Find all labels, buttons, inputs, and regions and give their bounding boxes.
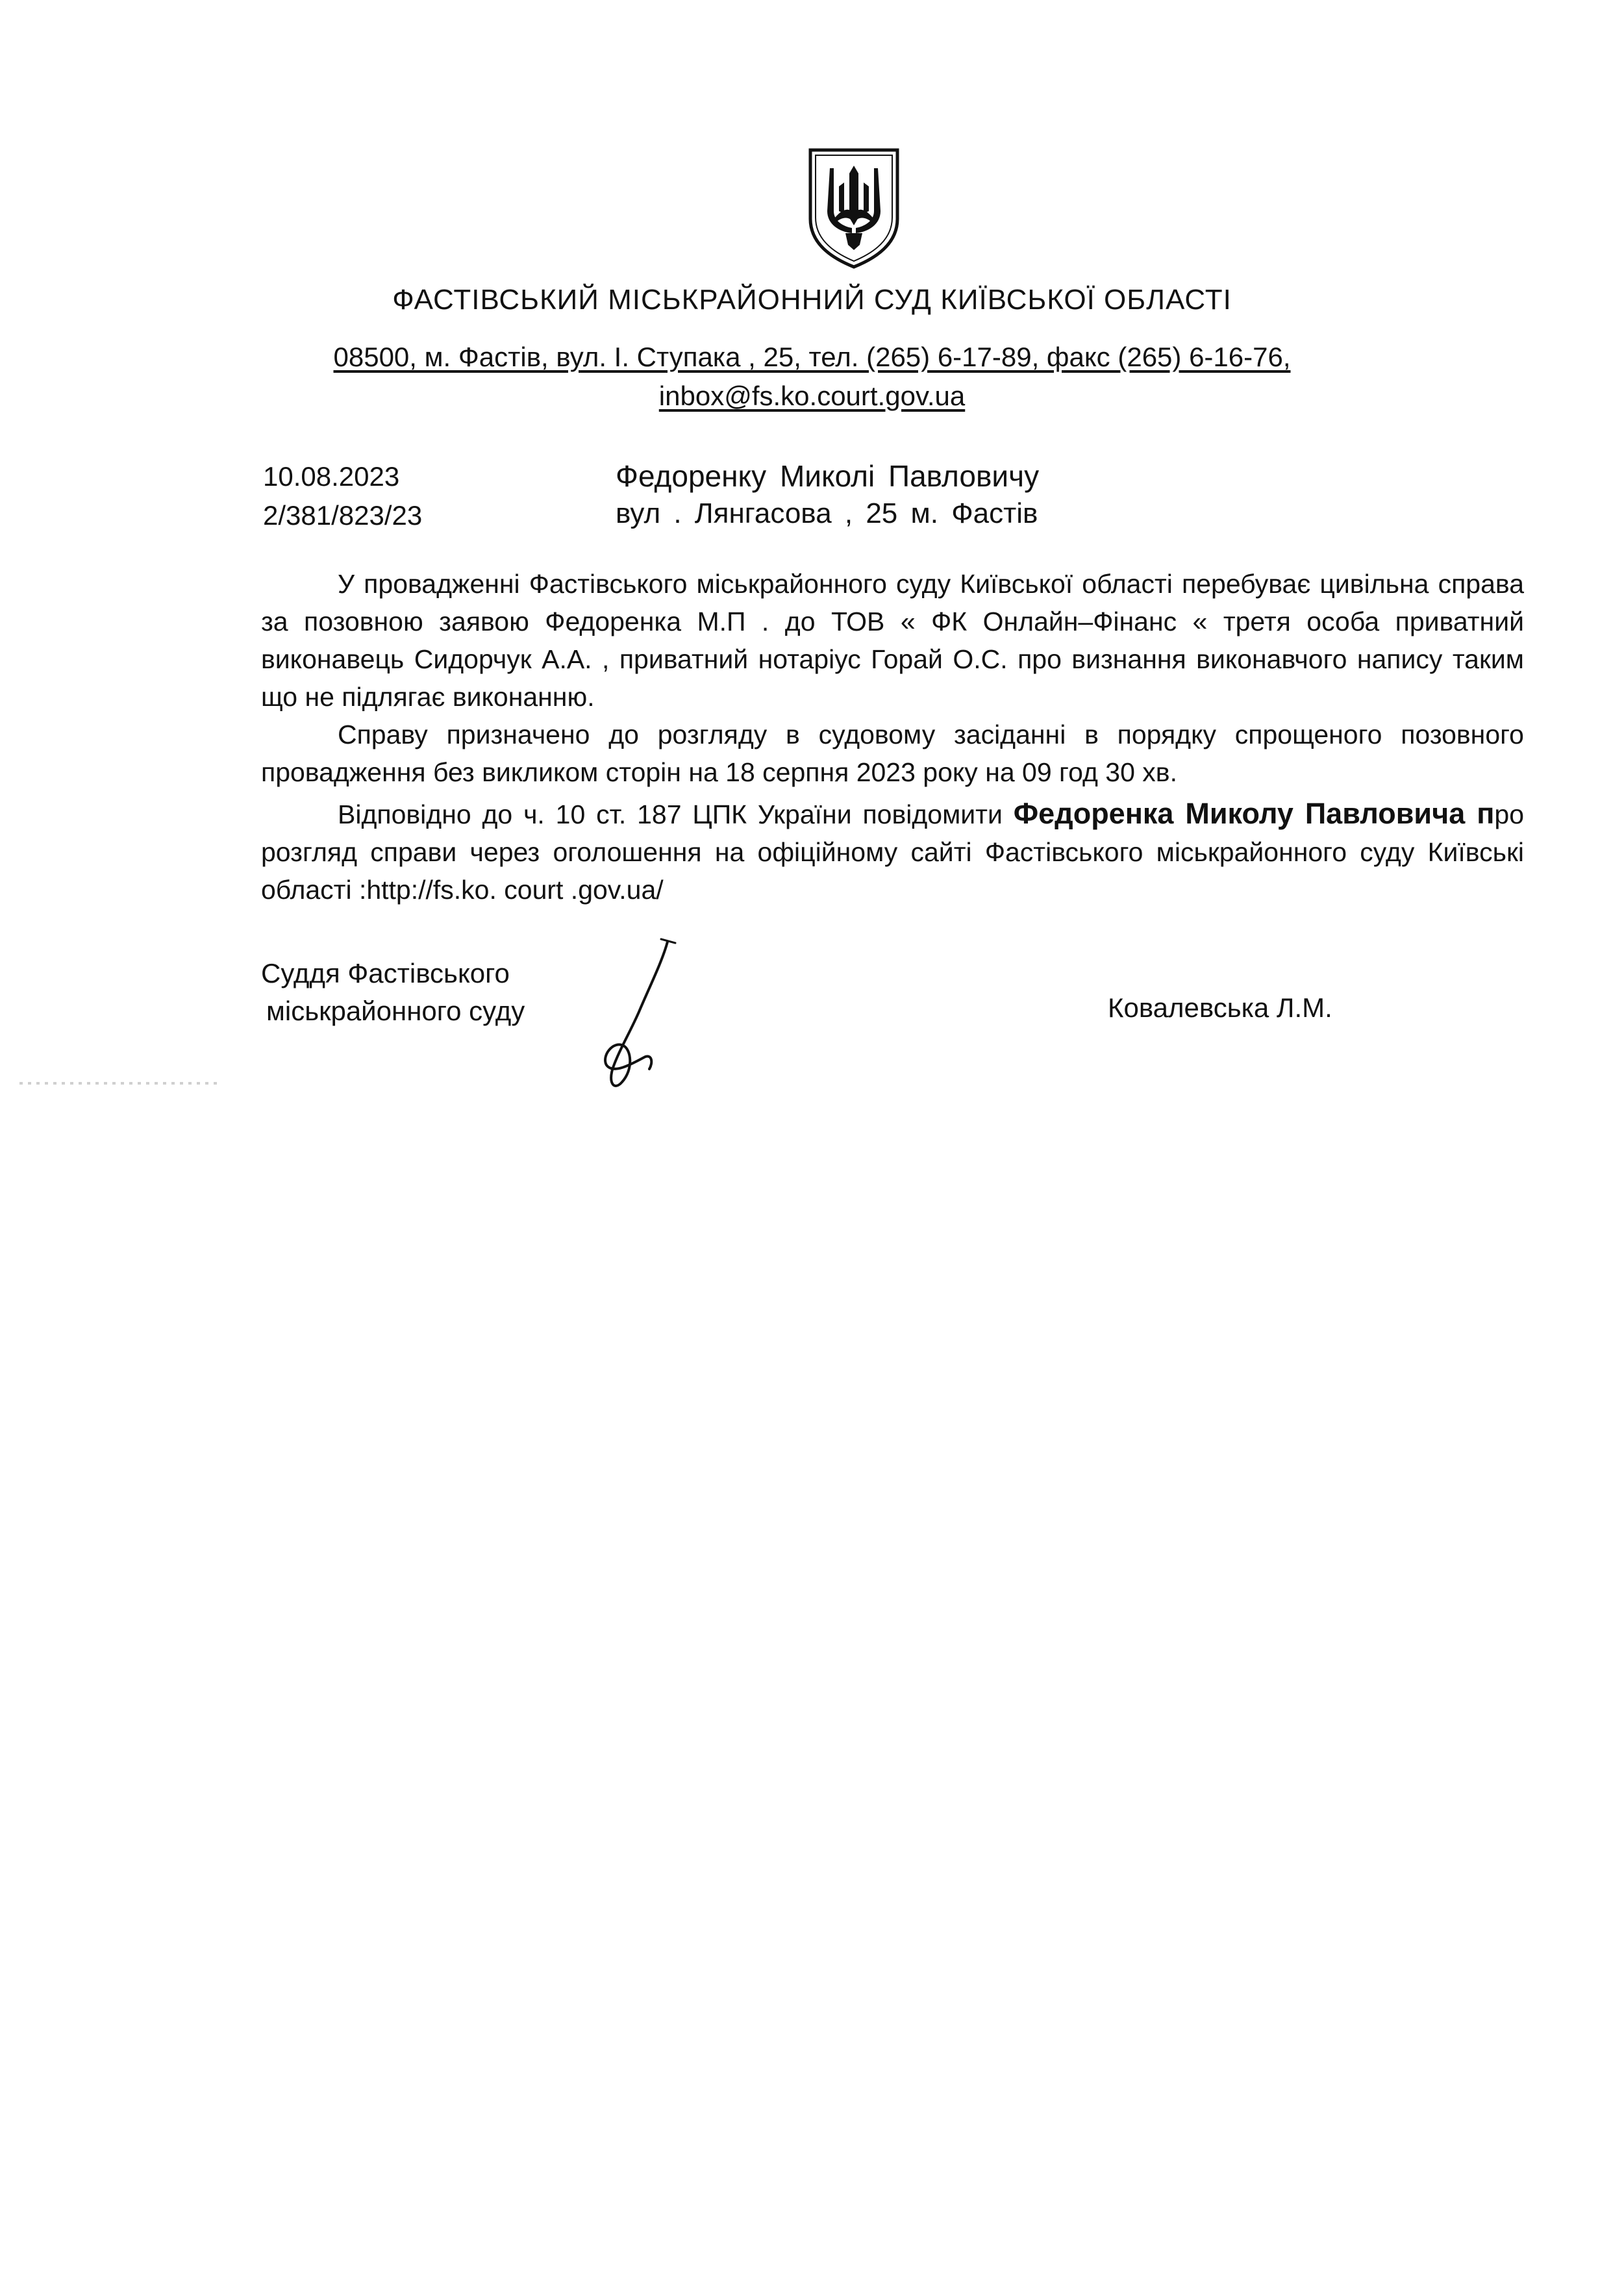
paragraph-notification: [261, 795, 1524, 909]
court-name: ФАСТІВСЬКИЙ МІСЬКРАЙОННИЙ СУД КИЇВСЬКОЇ ОБЛАСТІ: [392, 284, 1232, 316]
notification-start: Відповідно до ч. 10 ст. 187 ЦПК України повідомити: [338, 799, 1014, 829]
court-address: [0, 338, 1624, 416]
judge-name: Ковалевська Л.М.: [1108, 992, 1332, 1023]
notice-body: [261, 565, 1524, 909]
recipient-address: вул . Лянгасова , 25 м. Фастів: [616, 497, 1038, 529]
address-line-1: 08500, м. Фастів, вул. І. Ступака , 25, тел. (265) 6-17-89, факс (265) 6-16-76,: [333, 342, 1291, 372]
judge-title-line-2: міськрайонного суду: [266, 996, 525, 1026]
paragraph-case: У провадженні Фастівського міськрайонного суду Київської області перебуває цивільна справа за позовною заявою Федоренка М.П . до ТОВ « ФК Онлайн–Фінанс « третя особа приватний виконавець Сидорчук А.А. , приватний нотаріус Горай О.С. про визнання виконавчого напису таким що не підлягає виконанню.: [261, 569, 1524, 712]
case-number: 2/381/823/23: [263, 500, 423, 531]
judge-title: [261, 955, 525, 1030]
scan-artifact: [19, 1082, 221, 1085]
court-email: inbox@fs.ko.court.gov.ua: [658, 381, 966, 411]
paragraph-hearing: Справу призначено до розгляду в судовому засіданні в порядку спрощеного позовного провадження без викликом сторін на 18 серпня 2023 року на 09 год 30 хв.: [261, 720, 1524, 787]
document-date: 10.08.2023: [263, 461, 400, 492]
notification-end: ро розгляд справи через оголошення на офіційному сайті Фастівського міськрайонного суду Київські області :http://fs.ko. court .gov.ua/: [261, 799, 1524, 905]
defendant-name-bold: Федоренка Миколу Павловича п: [1013, 797, 1495, 830]
trident-icon: [805, 146, 903, 270]
judge-title-line-1: Суддя Фастівського: [261, 958, 510, 988]
recipient-name: Федоренку Миколі Павловичу: [616, 459, 1040, 493]
signature-icon: [584, 935, 688, 1098]
